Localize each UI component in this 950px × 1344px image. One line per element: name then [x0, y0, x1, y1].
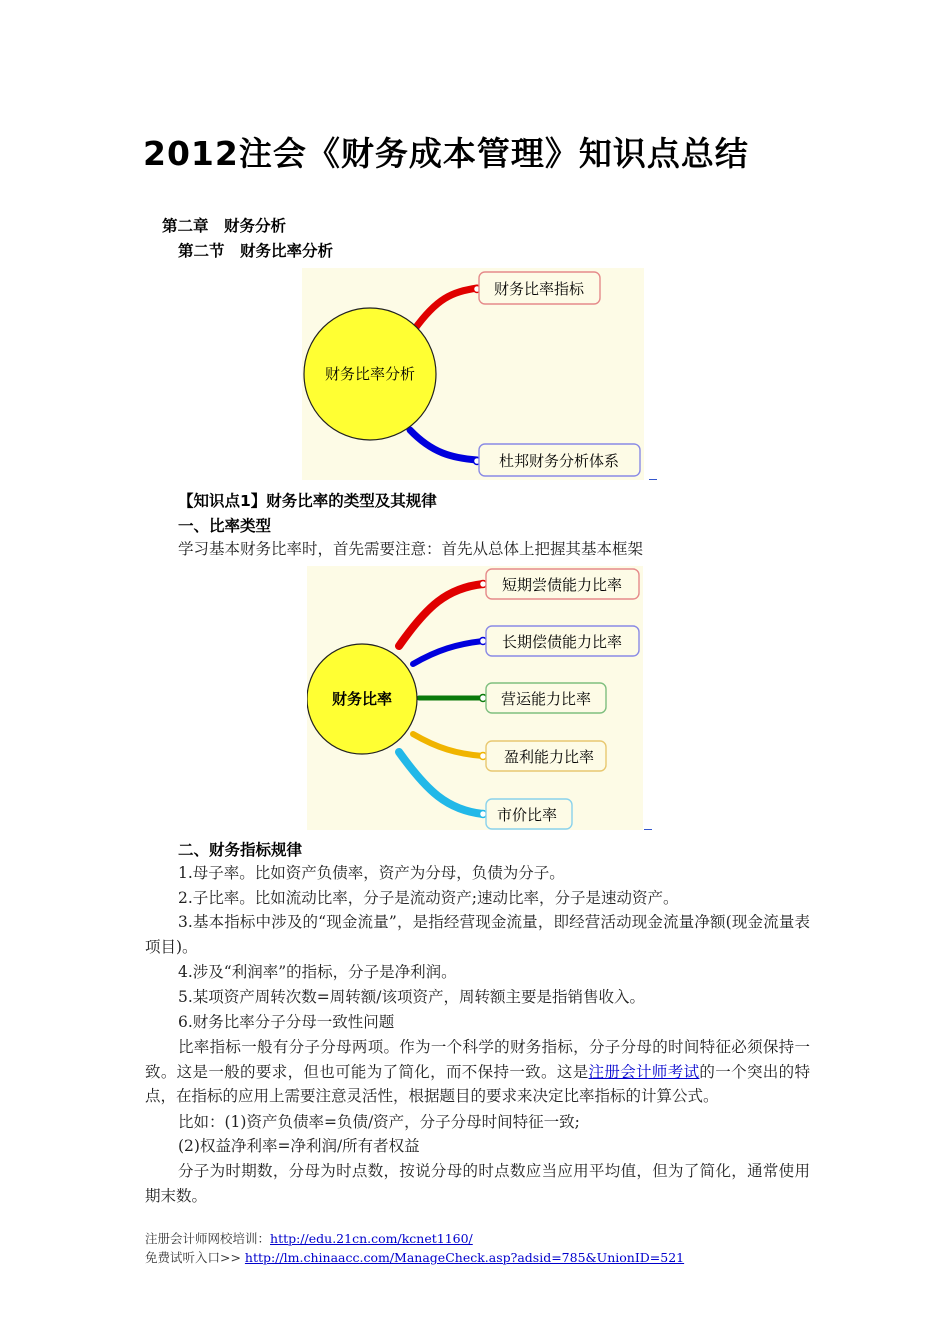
footer-label-1: 注册会计师网校培训： — [145, 1231, 271, 1246]
branch-label-4: 盈利能力比率 — [503, 748, 595, 766]
rule-item-2: 2.子比率。比如流动比率，分子是流动资产;速动比率，分子是速动资产。 — [178, 889, 679, 907]
ratio-types-intro: 学习基本财务比率时，首先需要注意：首先从总体上把握其基本框架 — [178, 540, 644, 558]
branch-label-3: 营运能力比率 — [500, 690, 592, 708]
branch-label-2: 杜邦财务分析体系 — [498, 452, 620, 470]
footer-line-1 — [145, 1229, 473, 1247]
rule-item-1: 1.母子率。比如资产负债率，资产为分母，负债为分子。 — [178, 864, 565, 882]
rule-item-4: 4.涉及“利润率”的指标，分子是净利润。 — [178, 963, 457, 981]
rule-item-5: 5.某项资产周转次数=周转额/该项资产，周转额主要是指销售收入。 — [178, 988, 646, 1006]
mindmap-financial-ratios — [307, 566, 643, 830]
rules-heading: 二、财务指标规律 — [178, 841, 303, 859]
branch-label-5: 市价比率 — [496, 806, 558, 824]
paragraph-text-after: 的一个突出的特点，在指标的应用上需要注意灵活性，根据题目的要求来决定比率指标的计算公式。 — [145, 1062, 810, 1105]
mindmap-2-svg — [307, 566, 643, 830]
footer-label-2: 免费试听入口>> — [145, 1250, 245, 1265]
branch-label-2: 长期偿债能力比率 — [501, 633, 623, 651]
cpa-exam-link[interactable]: 注册会计师考试 — [588, 1062, 700, 1081]
kp1-heading: 【知识点1】财务比率的类型及其规律 — [178, 492, 437, 510]
anchor-mark — [649, 479, 657, 480]
branch-line-2 — [413, 641, 483, 664]
branch-label-1: 财务比率指标 — [493, 280, 585, 298]
training-link[interactable]: http://edu.21cn.com/kcnet1160/ — [270, 1231, 473, 1246]
mindmap-1-svg — [302, 268, 644, 480]
ratio-types-heading: 一、比率类型 — [178, 517, 272, 535]
consistency-paragraph — [145, 1035, 810, 1109]
example-2: (2)权益净利率=净利润/所有者权益 — [178, 1137, 420, 1155]
section-heading: 第二节 财务比率分析 — [178, 242, 334, 260]
branch-label-1: 短期尝债能力比率 — [501, 576, 623, 594]
branch-line-1 — [414, 288, 477, 330]
rule-item-3: 3.基本指标中涉及的“现金流量”，是指经营现金流量，即经营活动现金流量净额(现金流量表项目)。 — [145, 913, 810, 956]
closing-paragraph: 分子为时期数，分母为时点数，按说分母的时点数应当应用平均值，但为了简化，通常使用期末数。 — [145, 1162, 810, 1205]
branch-line-4 — [413, 734, 483, 756]
footer-line-2 — [145, 1248, 684, 1266]
center-label: 财务比率分析 — [324, 365, 416, 383]
mindmap-financial-ratio-analysis — [302, 268, 644, 480]
chapter-heading: 第二章 财务分析 — [162, 217, 287, 235]
anchor-mark-2 — [644, 829, 652, 830]
branch-line-2 — [410, 430, 477, 460]
branch-line-5 — [399, 752, 483, 814]
rule-item-6: 6.财务比率分子分母一致性问题 — [178, 1013, 395, 1031]
branch-line-1 — [399, 584, 483, 646]
free-trial-link[interactable]: http://lm.chinaacc.com/ManageCheck.asp?adsid=785&UnionID=521 — [244, 1250, 685, 1265]
example-1: 比如：(1)资产负债率=负债/资产，分子分母时间特征一致; — [178, 1113, 580, 1131]
center-label: 财务比率 — [331, 690, 393, 708]
paragraph-text-before: 比率指标一般有分子分母两项。作为一个科学的财务指标，分子分母的时间特征必须保持一致。这是一般的要求，但也可能为了简化，而不保持一致。这是 — [145, 1038, 810, 1081]
page-title: 2012注会《财务成本管理》知识点总结 — [143, 134, 749, 173]
